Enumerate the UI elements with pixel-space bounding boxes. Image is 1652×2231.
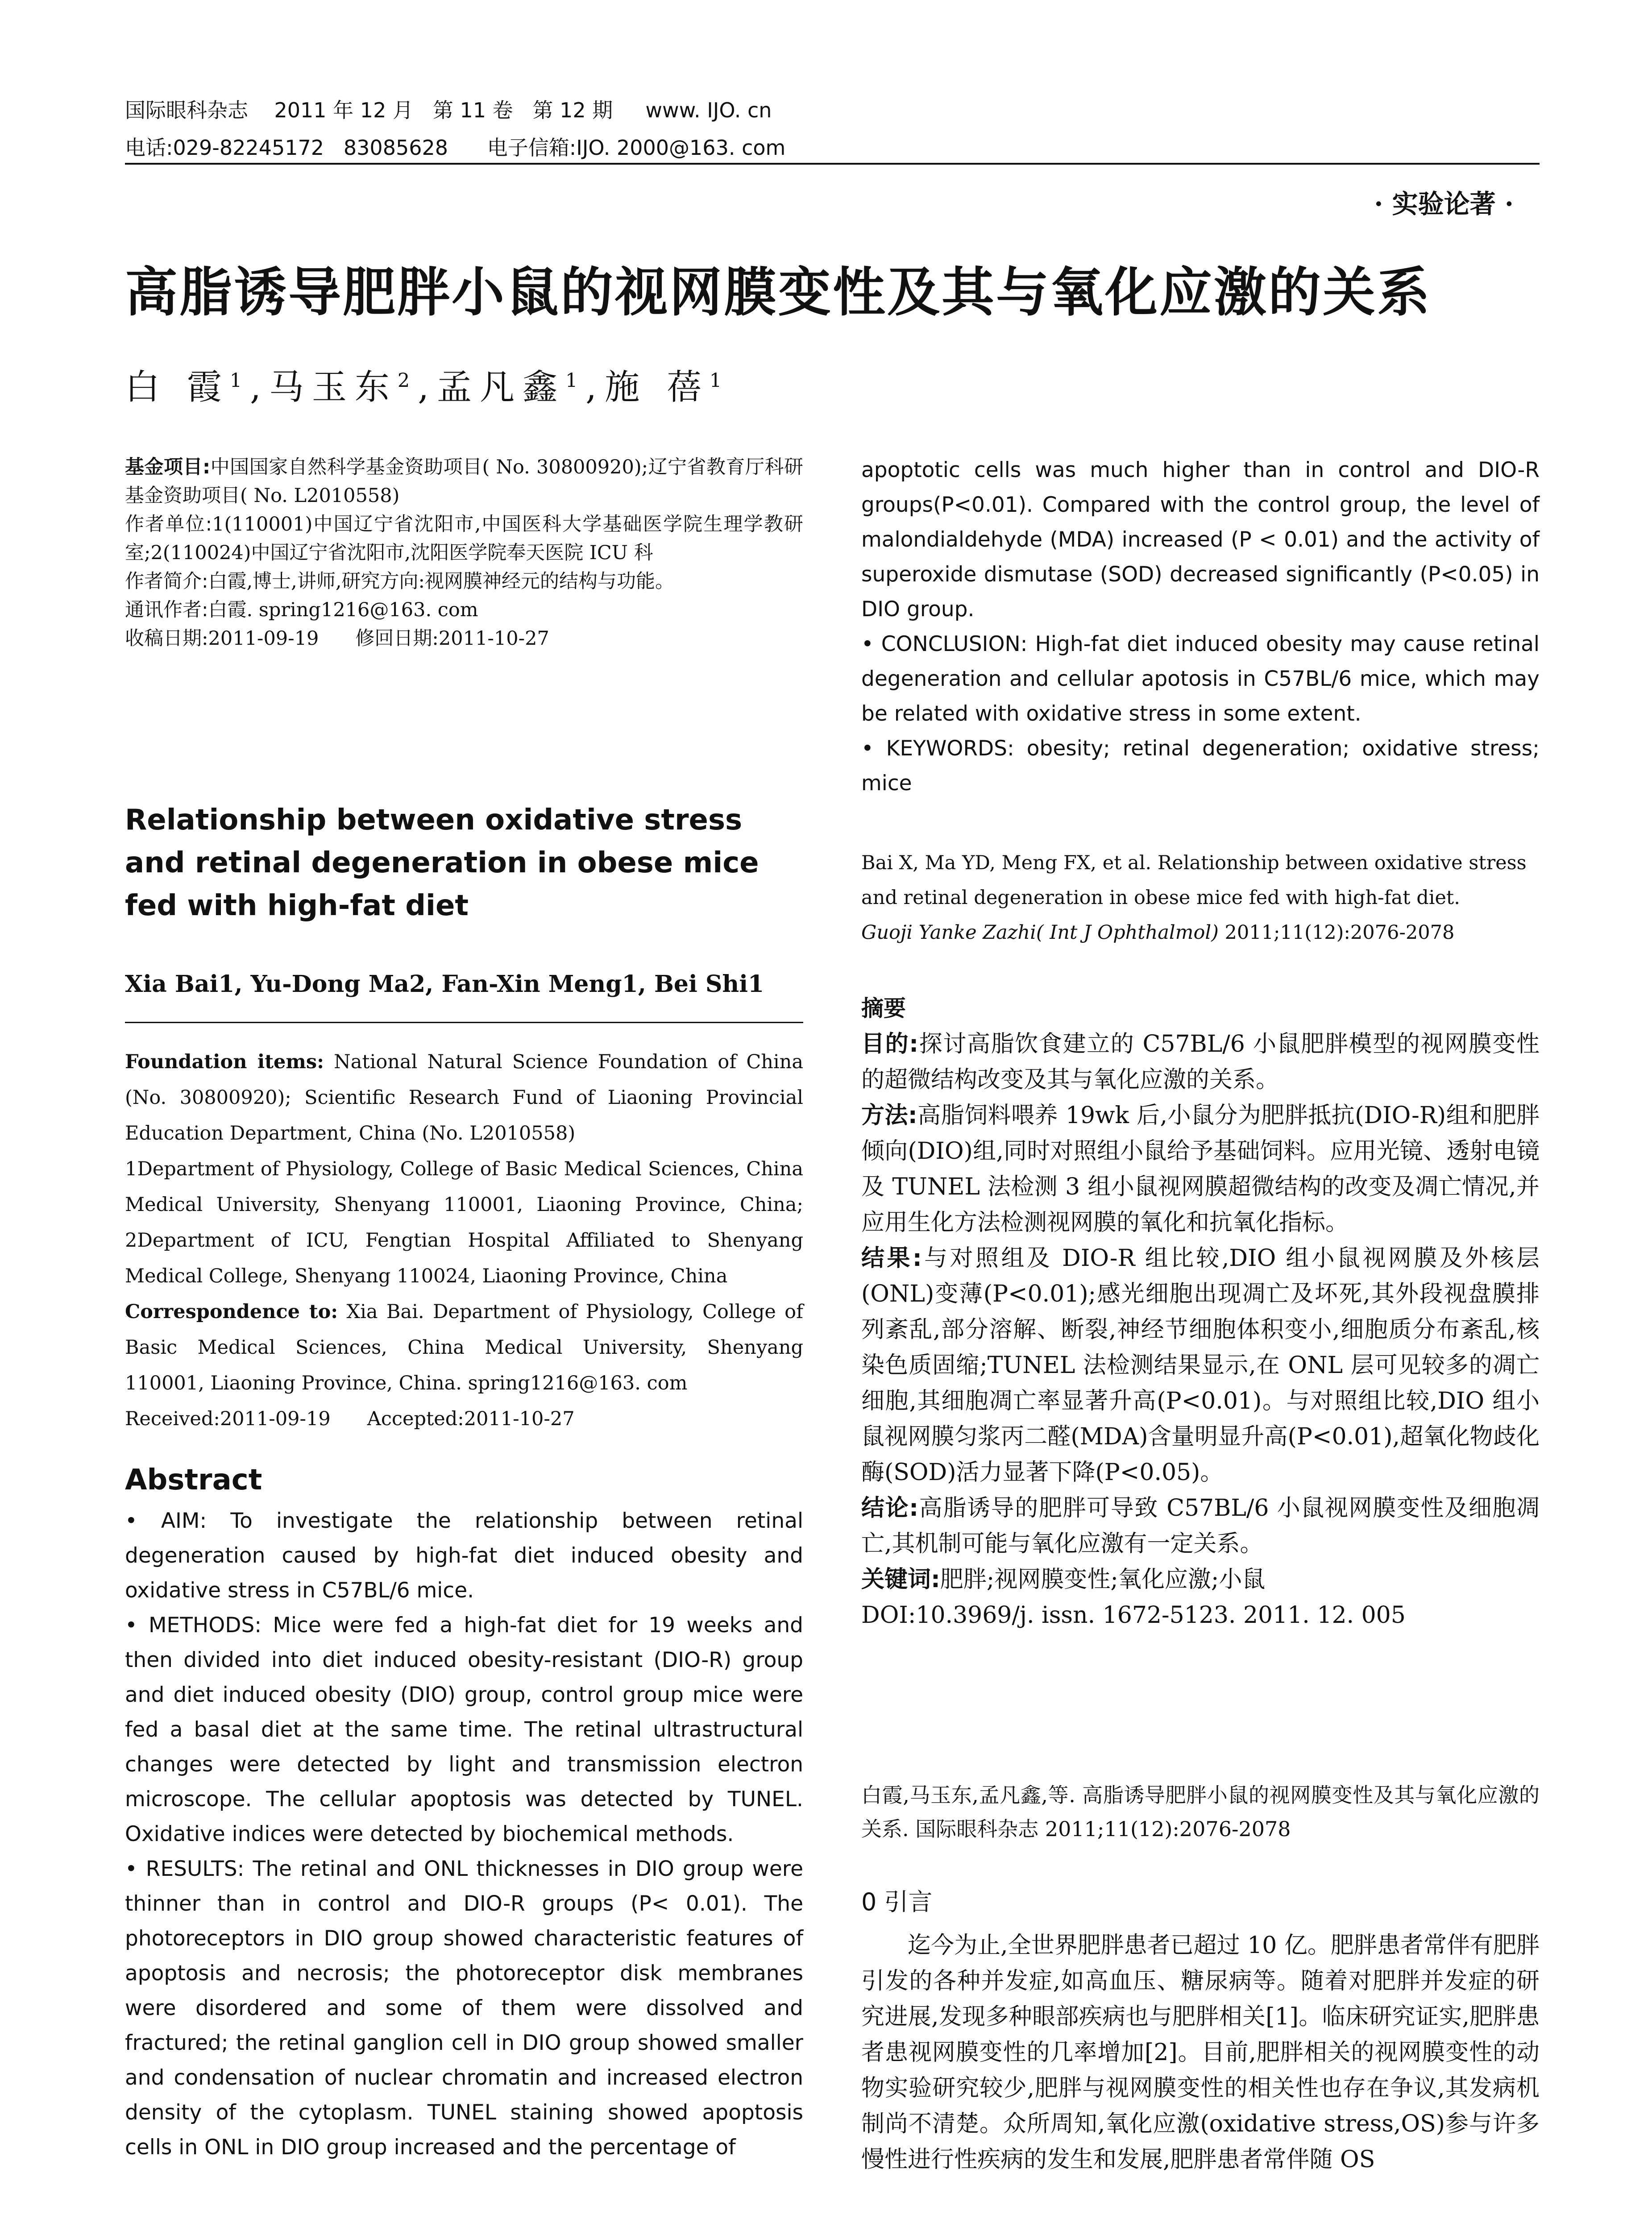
affiliation-label-cn: 作者单位: [125,513,212,535]
citation-en-authors-title: Bai X, Ma YD, Meng FX, et al. Relationship between oxidative stress and retinal degeneration in obese mice fed with high-fat diet. [861,852,1527,909]
section-tag: · 实验论著 · [1374,189,1514,219]
abstract-heading: Abstract [125,1464,262,1497]
journal-header-line-2: 电话:029-82245172 83085628 电子信箱:IJO. 2000@163. com [125,136,786,160]
journal-header [125,91,1531,166]
article-info-en [125,1044,803,1437]
correspondence-label-cn: 通讯作者: [125,599,208,621]
abstract-results-continued: apoptotic cells was much higher than in control and DIO-R groups(P<0.01). Compared with the control group, the level of malondialdehyde (MDA) increased (P < 0.01) and the activity of superoxide dismutase (SOD) decreased significantly (P<0.05) in DIO group. [861,458,1540,622]
correspondence-label-en: Correspondence to: [125,1301,338,1323]
dates-en: Received:2011-09-19 Accepted:2011-10-27 [125,1408,575,1430]
intro-text: 迄今为止,全世界肥胖患者已超过 10 亿。肥胖患者常伴有肥胖引发的各种并发症,如高血压、糖尿病等。随着对肥胖并发症的研究进展,发现多种眼部疾病也与肥胖相关[1]。临床研究证实,肥胖患者患视网膜变性的几率增加[2]。目前,肥胖相关的视网膜变性的动物实验研究较少,肥胖与视网膜变性的相关性也存在争议,其发病机制尚不清楚。众所周知,氧化应激(oxidative stress,OS)参与许多慢性进行性疾病的发生和发展,肥胖患者常伴随 OS [861,1932,1540,2173]
author-cn-2: ,马玉东 [250,367,398,407]
citation-en [861,846,1540,950]
abstract-aim: • AIM: To investigate the relationship between retinal degeneration caused by high-fat diet induced obesity and oxidative stress in C57BL/6 mice. [125,1509,803,1603]
authors-cn [125,359,730,409]
authors-en: Xia Bai1, Yu-Dong Ma2, Fan-Xin Meng1, Bei Shi1 [125,970,764,998]
bio-label-cn: 作者简介: [125,570,208,593]
abstract-en-left [125,1504,803,2165]
abstract-cn-aim: 探讨高脂饮食建立的 C57BL/6 小鼠肥胖模型的视网膜变性的超微结构改变及其与氧化应激的关系。 [861,1031,1540,1093]
citation-en-journal: Guoji Yanke Zazhi( Int J Ophthalmol) [861,921,1219,944]
citation-cn: 白霞,马玉东,孟凡鑫,等. 高脂诱导肥胖小鼠的视网膜变性及其与氧化应激的关系. 国际眼科杂志 2011;11(12):2076-2078 [861,1783,1540,1841]
authors-rule [125,1022,803,1023]
author-cn-1-sup: 1 [229,369,250,392]
abstract-keywords: • KEYWORDS: obesity; retinal degeneration; oxidative stress; mice [861,736,1540,796]
header-rule [125,163,1540,165]
abstract-cn-results: 与对照组及 DIO-R 组比较,DIO 组小鼠视网膜及外核层(ONL)变薄(P<0.01);感光细胞出现凋亡及坏死,其外段视盘膜排列紊乱,部分溶解、断裂,神经节细胞体积变小,细胞质分布紊乱,核染色质固缩;TUNEL 法检测结果显示,在 ONL 层可见较多的凋亡细胞,其细胞凋亡率显著升高(P<0.01)。与对照组比较,DIO 组小鼠视网膜匀浆丙二醛(MDA)含量明显升高(P<0.01),超氧化物歧化酶(SOD)活力显著下降(P<0.05)。 [861,1245,1540,1486]
abstract-cn-methods-label: 方法: [861,1102,917,1129]
dates-cn: 收稿日期:2011-09-19 修回日期:2011-10-27 [125,627,549,650]
abstract-cn-keywords: 肥胖;视网膜变性;氧化应激;小鼠 [940,1566,1266,1593]
journal-header-line-1: 国际眼科杂志 2011 年 12 月 第 11 卷 第 12 期 www. IJO. cn [125,98,772,122]
author-cn-4-sup: 1 [709,369,730,392]
correspondence-text-en: Xia Bai. Department of Physiology, College of Basic Medical Sciences, China Medical University, Shenyang 110001, Liaoning Province, China. spring1216@163. com [125,1301,803,1394]
abstract-cn-conclusion: 高脂诱导的肥胖可导致 C57BL/6 小鼠视网膜变性及细胞凋亡,其机制可能与氧化应激有一定关系。 [861,1495,1540,1557]
abstract-conclusion: • CONCLUSION: High-fat diet induced obesity may cause retinal degeneration and cellular apotosis in C57BL/6 mice, which may be related with oxidative stress in some extent. [861,632,1540,726]
abstract-cn [861,991,1540,1633]
foundation-label-cn: 基金项目: [125,456,211,478]
abstract-cn-keywords-label: 关键词: [861,1566,940,1593]
abstract-cn-methods: 高脂饲料喂养 19wk 后,小鼠分为肥胖抵抗(DIO-R)组和肥胖倾向(DIO)组,同时对照组小鼠给予基础饲料。应用光镜、透射电镜及 TUNEL 法检测 3 组小鼠视网膜超微结构的改变及凋亡情况,并应用生化方法检测视网膜的氧化和抗氧化指标。 [861,1102,1540,1236]
author-cn-1: 白 霞 [125,367,230,407]
doi: DOI:10.3969/j. issn. 1672-5123. 2011. 12. 005 [861,1602,1406,1629]
correspondence-text-cn: 白霞. spring1216@163. com [208,599,478,621]
abstract-cn-heading: 摘要 [861,995,906,1021]
bio-text-cn: 白霞,博士,讲师,研究方向:视网膜神经元的结构与功能。 [208,570,674,593]
article-title-en: Relationship between oxidative stress and retinal degeneration in obese mice fed with high-fat diet [125,804,759,922]
abstract-cn-results-label: 结果: [861,1245,922,1272]
author-cn-3: ,孟凡鑫 [418,367,565,407]
affiliation-text-cn: 1(110001)中国辽宁省沈阳市,中国医科大学基础医学院生理学教研室;2(110024)中国辽宁省沈阳市,沈阳医学院奉天医院 ICU 科 [125,513,803,564]
abstract-cn-aim-label: 目的: [861,1031,919,1057]
abstract-results: • RESULTS: The retinal and ONL thicknesses in DIO group were thinner than in control and DIO-R groups (P< 0.01). The photoreceptors in DIO group showed characteristic features of apoptosis and necrosis; the photoreceptor disk membranes were disordered and some of them were dissolved and fractured; the retinal ganglion cell in DIO group showed smaller and condensation of nuclear chromatin and increased electron density of the cytoplasm. TUNEL staining showed apoptosis cells in ONL in DIO group increased and the percentage of [125,1857,803,2160]
affiliation-text-en: 1Department of Physiology, College of Basic Medical Sciences, China Medical University, Shenyang 110001, Liaoning Province, China; 2Department of ICU, Fengtian Hospital Affiliated to Shenyang Medical College, Shenyang 110024, Liaoning Province, China [125,1158,803,1287]
intro-heading: 0 引言 [861,1888,933,1916]
abstract-cn-conclusion-label: 结论: [861,1495,919,1522]
article-title-cn: 高脂诱导肥胖小鼠的视网膜变性及其与氧化应激的关系 [125,261,1432,323]
article-info-cn [125,453,803,653]
foundation-label-en: Foundation items: [125,1051,324,1073]
foundation-text-en: National Natural Science Foundation of China (No. 30800920); Scientific Research Fund of Liaoning Provincial Education Department, China (No. L2010558) [125,1051,804,1145]
author-cn-3-sup: 1 [565,369,586,392]
abstract-en-right [861,453,1540,801]
abstract-methods: • METHODS: Mice were fed a high-fat diet for 19 weeks and then divided into diet induced obesity-resistant (DIO-R) group and diet induced obesity (DIO) group, control group mice were fed a basal diet at the same time. The retinal ultrastructural changes were detected by light and transmission electron microscope. The cellular apoptosis was detected by TUNEL. Oxidative indices were detected by biochemical methods. [125,1613,803,1846]
citation-en-volume: 2011;11(12):2076-2078 [1218,921,1455,944]
author-cn-2-sup: 2 [397,369,418,392]
foundation-text-cn: 中国国家自然科学基金资助项目( No. 30800920);辽宁省教育厅科研基金资助项目( No. L2010558) [125,456,803,507]
author-cn-4: ,施 蓓 [585,367,710,407]
